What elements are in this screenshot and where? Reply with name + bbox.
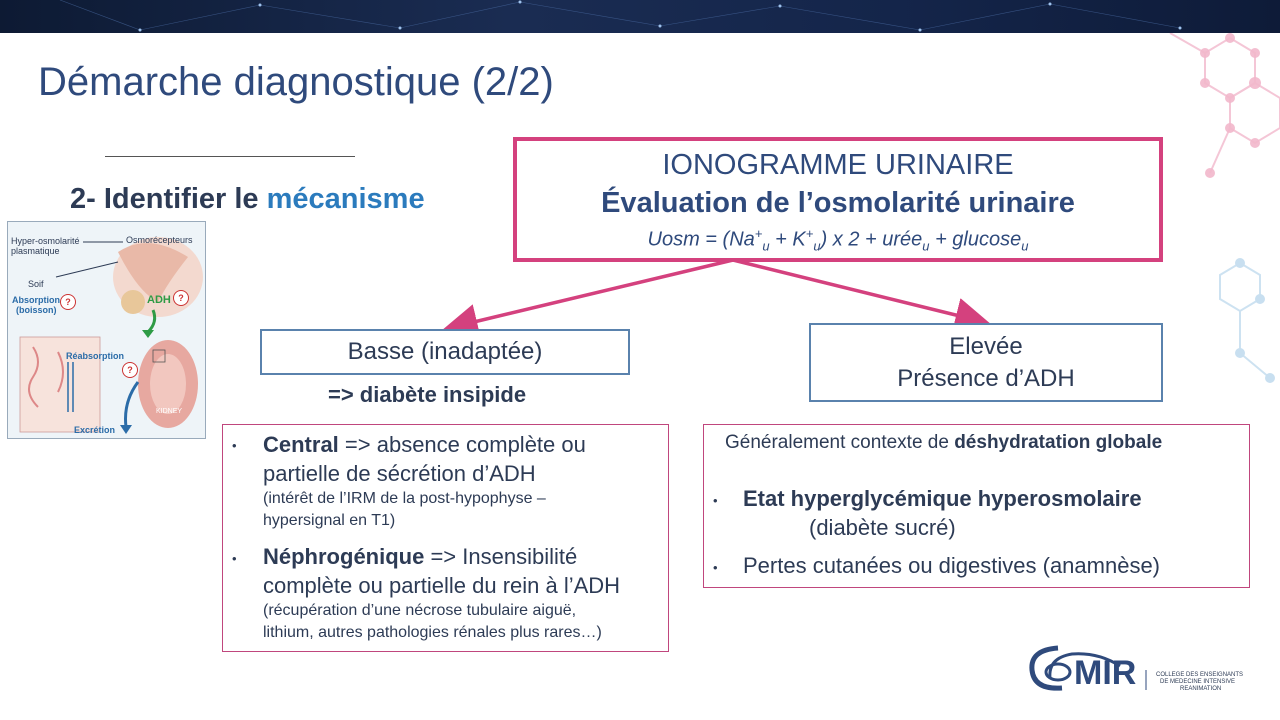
bullet: • xyxy=(713,560,718,575)
nephro-line2: complète ou partielle du rein à l’ADH xyxy=(263,573,621,598)
central-line2: partielle de sécrétion d’ADH xyxy=(263,461,536,486)
reabsorption-label: Réabsorption xyxy=(66,351,125,361)
formula-sub: u xyxy=(1021,238,1029,254)
central-note2: hypersignal en T1) xyxy=(263,512,396,529)
losses-item: Pertes cutanées ou digestives (anamnèse) xyxy=(743,553,1161,578)
central-note1: (intérêt de l’IRM de la post-hypophyse – xyxy=(263,490,546,507)
logo-caption xyxy=(1156,672,1243,693)
section-subtitle xyxy=(70,183,425,216)
subtitle-highlight: mécanisme xyxy=(266,183,425,215)
title-divider xyxy=(105,156,355,157)
excretion-label: Excrétion xyxy=(74,425,116,435)
nephro-note2: lithium, autres pathologies rénales plus rares…) xyxy=(263,624,602,641)
logo-word: MIR xyxy=(1074,654,1137,692)
diabetes-insipidus-label: => diabète insipide xyxy=(328,382,527,407)
nephro-line1 xyxy=(263,542,577,571)
network-pattern xyxy=(0,0,1280,33)
hyper-osmolarity-label: Hyper-osmolarité xyxy=(11,236,80,246)
nephro-bold: Néphrogénique xyxy=(263,544,425,569)
adh-present-causes-box xyxy=(703,424,1250,588)
page-title: Démarche diagnostique (2/2) xyxy=(38,60,554,104)
hyperglycemic-state: Etat hyperglycémique hyperosmolaire xyxy=(743,486,1142,511)
formula-sub: u xyxy=(813,238,821,254)
arrow-to-elevee xyxy=(733,260,980,321)
bullet: • xyxy=(232,438,237,453)
adh-label: ADH xyxy=(147,294,171,306)
formula-sub: u xyxy=(922,238,930,254)
ionogramme-heading: IONOGRAMME URINAIRE xyxy=(662,149,1014,181)
question-icon: ? xyxy=(122,362,138,378)
formula-part: + K xyxy=(769,228,806,251)
logo-line2: DE MEDECINE INTENSIVE xyxy=(1160,679,1236,685)
arrow-to-basse xyxy=(453,260,733,327)
question-icon: ? xyxy=(60,294,76,310)
formula-part: ) x 2 + urée xyxy=(820,228,923,251)
formula-sup: + xyxy=(805,226,814,241)
top-banner xyxy=(0,0,1280,33)
logo-line3: REANIMATION xyxy=(1180,686,1222,692)
central-rest: => absence complète ou xyxy=(338,432,586,457)
absorption-label: Absorption xyxy=(12,295,60,305)
formula-sup: + xyxy=(754,226,763,241)
nephro-rest: => Insensibilité xyxy=(424,544,578,569)
question-icon: ? xyxy=(173,290,189,306)
central-line1 xyxy=(263,430,586,459)
osmoreceptors-label: Osmorécepteurs xyxy=(126,235,193,245)
bullet: • xyxy=(713,493,718,508)
ionogramme-box xyxy=(513,137,1163,262)
formula-part: Uosm = (Na xyxy=(647,228,755,251)
drink-label: (boisson) xyxy=(16,305,57,315)
intro-plain: Généralement contexte de xyxy=(725,432,955,453)
logo-line1: COLLEGE DES ENSEIGNANTS xyxy=(1156,672,1244,678)
context-intro xyxy=(725,430,1162,456)
diabetes-mellitus: (diabète sucré) xyxy=(809,515,956,540)
elevee-line1: Elevée xyxy=(949,333,1023,360)
elevee-line2: Présence d’ADH xyxy=(897,365,1075,392)
subtitle-prefix: 2- Identifier le xyxy=(70,183,267,215)
elevee-box xyxy=(809,323,1163,402)
formula-part: + glucose xyxy=(929,228,1022,251)
central-bold: Central xyxy=(263,432,339,457)
bullet: • xyxy=(232,551,237,566)
intro-bold: déshydratation globale xyxy=(954,432,1163,453)
adh-physiology-figure xyxy=(7,221,206,439)
osmolarity-heading: Évaluation de l’osmolarité urinaire xyxy=(601,187,1075,219)
nephro-note1: (récupération d’une nécrose tubulaire aiguë, xyxy=(263,602,577,619)
osmolarity-formula xyxy=(517,226,1159,254)
thirst-label: Soif xyxy=(28,279,44,289)
basse-box: Basse (inadaptée) xyxy=(260,329,630,375)
kidney-label: KIDNEY xyxy=(156,408,183,415)
insipidus-causes-box xyxy=(222,424,669,652)
plasma-label: plasmatique xyxy=(11,246,60,256)
formula-sub: u xyxy=(762,238,770,254)
